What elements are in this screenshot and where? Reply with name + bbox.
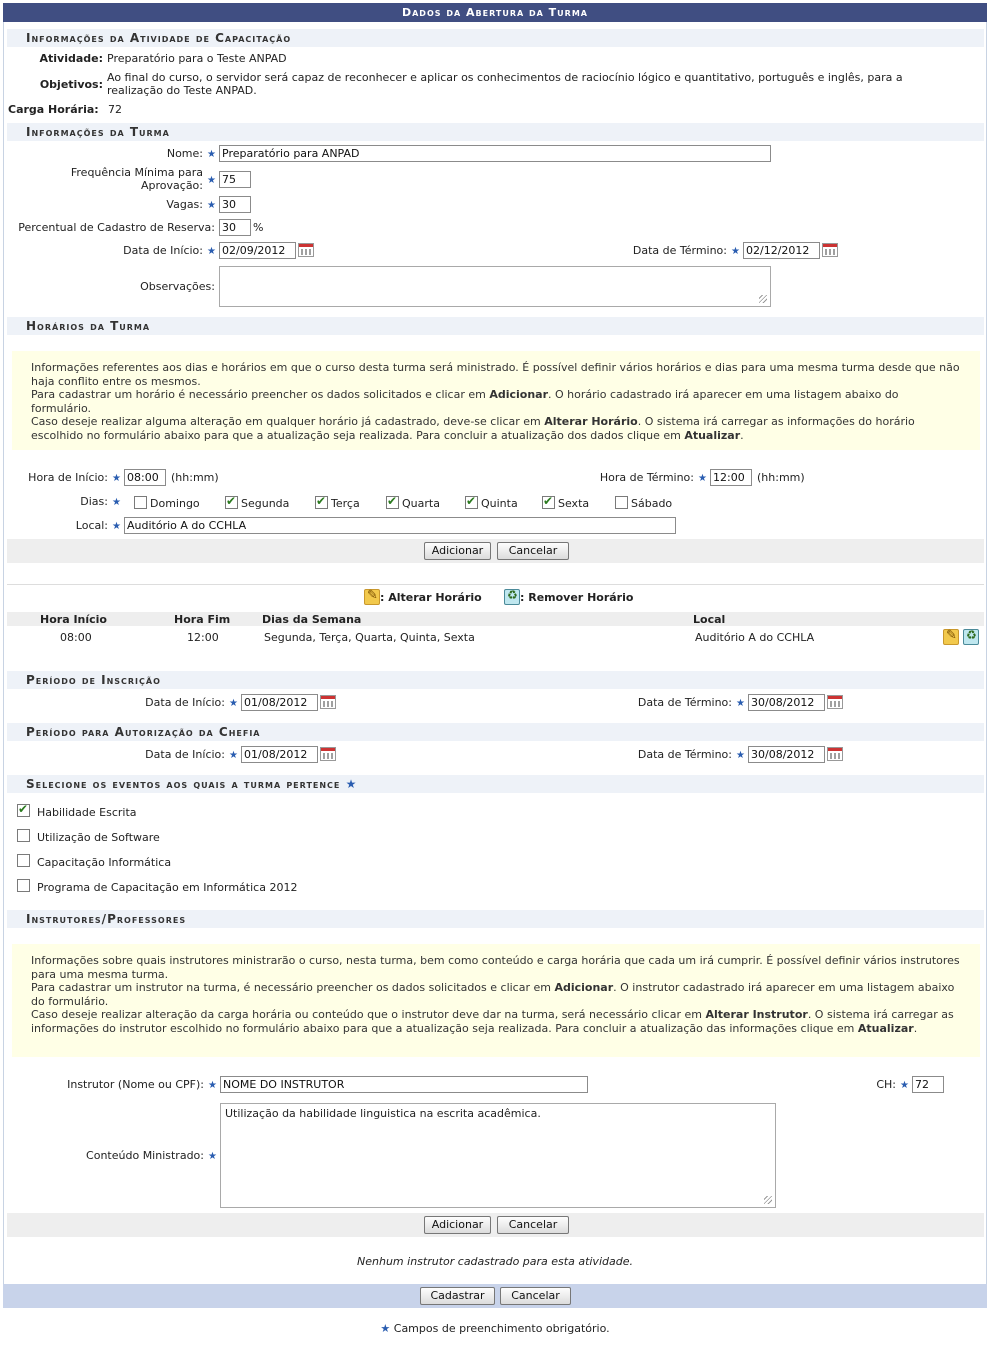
table-row-fim: 12:00	[187, 631, 219, 644]
chefia-inicio-input[interactable]: 01/08/2012	[241, 746, 318, 763]
section-instrutores-title: Instrutores/Professores	[7, 910, 984, 928]
obs-label: Observações:	[140, 280, 215, 293]
freq-label-1: Frequência Mínima para	[70, 166, 203, 179]
hora-inicio-label: Hora de Início:	[28, 471, 108, 484]
required-star-icon: ★	[207, 200, 216, 211]
section-turma-title: Informações da Turma	[7, 123, 984, 141]
col-hora-inicio: Hora Início	[40, 613, 107, 626]
hora-inicio-input[interactable]: 08:00	[124, 469, 166, 486]
conteudo-label: Conteúdo Ministrado:	[86, 1149, 204, 1162]
checkbox-sexta[interactable]	[542, 496, 555, 509]
vagas-label: Vagas:	[166, 198, 203, 211]
vagas-input[interactable]: 30	[219, 196, 251, 213]
chefia-termino-input[interactable]: 30/08/2012	[748, 746, 825, 763]
dia-label-sabado: Sábado	[631, 497, 673, 510]
dia-label-quarta: Quarta	[402, 497, 440, 510]
horarios-info-box	[12, 351, 980, 450]
turma-inicio-input[interactable]: 02/09/2012	[219, 242, 296, 259]
required-star-icon: ★	[698, 473, 707, 484]
footer-cancelar-button[interactable]: Cancelar	[500, 1287, 571, 1305]
atividade-label: Atividade:	[39, 52, 103, 65]
dia-label-quinta: Quinta	[481, 497, 518, 510]
dia-label-terca: Terça	[331, 497, 360, 510]
instrutores-adicionar-button[interactable]: Adicionar	[424, 1216, 491, 1234]
calendar-icon[interactable]	[822, 243, 838, 257]
inscricao-inicio-label: Data de Início:	[145, 696, 225, 709]
section-chefia-title: Período para Autorização da Chefia	[7, 723, 984, 741]
calendar-icon[interactable]	[320, 695, 336, 709]
checkbox-sabado[interactable]	[615, 496, 628, 509]
footer-button-bar	[3, 1284, 987, 1308]
section-atividade-title: Informações da Atividade de Capacitação	[7, 29, 984, 47]
turma-inicio-label: Data de Início:	[123, 244, 203, 257]
required-star-icon: ★	[380, 1322, 391, 1335]
legend-alterar: : Alterar Horário	[380, 591, 482, 604]
objetivos-value-line1: Ao final do curso, o servidor será capaz de reconhecer e aplicar os conhecimentos de raciocínio lógico e quantitativo, português e inglês, para a	[107, 71, 903, 84]
freq-input[interactable]: 75	[219, 171, 251, 188]
local-input[interactable]: Auditório A do CCHLA	[124, 517, 676, 534]
required-star-icon: ★	[229, 750, 238, 761]
inscricao-inicio-input[interactable]: 01/08/2012	[241, 694, 318, 711]
required-legend: ★ Campos de preenchimento obrigatório.	[380, 1322, 610, 1335]
form-caption: Dados da Abertura da Turma	[3, 3, 987, 22]
checkbox-quinta[interactable]	[465, 496, 478, 509]
required-star-icon: ★	[112, 473, 121, 484]
chefia-inicio-label: Data de Início:	[145, 748, 225, 761]
remove-trash-icon	[504, 589, 520, 605]
checkbox-domingo[interactable]	[134, 496, 147, 509]
edit-pencil-icon	[364, 589, 380, 605]
col-dias: Dias da Semana	[262, 613, 362, 626]
required-star-icon: ★	[736, 698, 745, 709]
dia-label-domingo: Domingo	[150, 497, 200, 510]
checkbox-evento-utilizacao-software[interactable]	[17, 829, 30, 842]
dia-label-segunda: Segunda	[241, 497, 290, 510]
carga-label: Carga Horária:	[8, 103, 99, 116]
conteudo-textarea[interactable]	[220, 1103, 776, 1208]
hora-termino-label: Hora de Término:	[599, 471, 694, 484]
required-star-icon: ★	[112, 521, 121, 532]
instrutor-input[interactable]: NOME DO INSTRUTOR	[220, 1076, 588, 1093]
evento-label: Capacitação Informática	[37, 856, 172, 869]
inscricao-termino-label: Data de Término:	[637, 696, 732, 709]
divider	[7, 584, 984, 585]
resize-grip-icon[interactable]	[759, 295, 767, 303]
local-label: Local:	[75, 519, 108, 532]
hora-inicio-hint: (hh:mm)	[171, 471, 219, 484]
evento-label: Programa de Capacitação em Informática 2012	[37, 881, 298, 894]
atividade-value: Preparatório para o Teste ANPAD	[107, 52, 287, 65]
legend-remover: : Remover Horário	[520, 591, 634, 604]
reserva-input[interactable]: 30	[219, 219, 251, 236]
horarios-info-p3: Caso deseje realizar alguma alteração em qualquer horário já cadastrado, deve-se clicar em Alterar Horário. O sistema irá carregar as informações do horário escolhido no formulário abaixo para que a atualização seja realizada. Para concluir a atualização dos dados clique em Atualizar.	[31, 415, 915, 442]
horarios-info-p2: Para cadastrar um horário é necessário preencher os dados solicitados e clicar em Adicionar. O horário cadastrado irá aparecer em uma listagem abaixo do formulário.	[31, 388, 899, 415]
table-row-dias: Segunda, Terça, Quarta, Quinta, Sexta	[264, 631, 475, 644]
instrutores-button-bar	[7, 1213, 984, 1237]
required-star-icon: ★	[112, 497, 121, 508]
turma-termino-label: Data de Término:	[632, 244, 727, 257]
table-row-inicio: 08:00	[60, 631, 92, 644]
required-star-icon: ★	[900, 1080, 909, 1091]
reserva-label: Percentual de Cadastro de Reserva:	[18, 221, 215, 234]
instrutores-info-p1: Informações sobre quais instrutores ministrarão o curso, nesta turma, bem como conteúdo e carga horária que cada um irá cumprir. É possível definir vários instrutores para uma mesma turma.	[31, 954, 960, 981]
objetivos-value-line2: realização do Teste ANPAD.	[107, 84, 257, 97]
objetivos-label: Objetivos:	[39, 78, 103, 91]
section-eventos-title: Selecione os eventos aos quais a turma pertence ★	[7, 775, 984, 793]
table-row-local: Auditório A do CCHLA	[695, 631, 815, 644]
section-horarios-title: Horários da Turma	[7, 317, 984, 335]
conteudo-value: Utilização da habilidade linguistica na escrita acadêmica.	[225, 1107, 541, 1120]
instrutores-info-box	[12, 944, 980, 1057]
calendar-icon[interactable]	[298, 243, 314, 257]
required-star-icon: ★	[208, 1151, 217, 1162]
evento-label: Habilidade Escrita	[37, 806, 137, 819]
horarios-table-header	[7, 612, 984, 626]
required-star-icon: ★	[731, 246, 740, 257]
instrutores-info-p2: Para cadastrar um instrutor na turma, é necessário preencher os dados solicitados e clicar em Adicionar. O instrutor cadastrado irá aparecer em uma listagem abaixo do formulário.	[31, 981, 955, 1008]
checkbox-terca[interactable]	[315, 496, 328, 509]
checkbox-evento-capacitacao-informatica[interactable]	[17, 854, 30, 867]
required-star-icon: ★	[229, 698, 238, 709]
horarios-button-bar	[7, 539, 984, 563]
required-star-icon: ★	[207, 246, 216, 257]
required-star-icon: ★	[736, 750, 745, 761]
required-star-icon: ★	[345, 777, 358, 791]
instrutores-info-p3: Caso deseje realizar alteração da carga horária ou conteúdo que o instrutor deve dar na turma, será necessário clicar em Alterar Instrutor. O sistema irá carregar as informações do instrutor escolhido no formulário abaixo para que a atualização seja realizada. Para concluir a atualização das informações clique em Atualizar.	[31, 1008, 954, 1035]
freq-label-2: Aprovação:	[141, 179, 203, 192]
checkbox-evento-programa-2012[interactable]	[17, 879, 30, 892]
col-local: Local	[693, 613, 726, 626]
checkbox-evento-habilidade-escrita[interactable]	[17, 804, 30, 817]
calendar-icon[interactable]	[827, 695, 843, 709]
required-star-icon: ★	[207, 149, 216, 160]
col-hora-fim: Hora Fim	[174, 613, 231, 626]
chefia-termino-label: Data de Término:	[637, 748, 732, 761]
instrutores-cancelar-button[interactable]: Cancelar	[497, 1216, 569, 1234]
cadastrar-button[interactable]: Cadastrar	[420, 1287, 495, 1305]
nome-input[interactable]: Preparatório para ANPAD	[219, 145, 771, 162]
dias-label: Dias:	[80, 495, 108, 508]
calendar-icon[interactable]	[320, 747, 336, 761]
evento-label: Utilização de Software	[37, 831, 160, 844]
edit-pencil-icon[interactable]	[943, 629, 959, 645]
dia-label-sexta: Sexta	[558, 497, 590, 510]
required-star-icon: ★	[208, 1080, 217, 1091]
reserva-unit: %	[253, 221, 264, 234]
turma-termino-input[interactable]: 02/12/2012	[743, 242, 820, 259]
required-star-icon: ★	[207, 175, 216, 186]
obs-textarea[interactable]	[219, 266, 771, 307]
resize-grip-icon[interactable]	[764, 1196, 772, 1204]
calendar-icon[interactable]	[827, 747, 843, 761]
hora-termino-hint: (hh:mm)	[757, 471, 805, 484]
instrutores-empty-message: Nenhum instrutor cadastrado para esta atividade.	[357, 1255, 633, 1268]
horarios-info-p1: Informações referentes aos dias e horários em que o curso desta turma será ministrado. É possível definir vários horários e dias para uma mesma turma desde que não haja conflito entre os mesmos.	[31, 361, 960, 388]
checkbox-segunda[interactable]	[225, 496, 238, 509]
remove-trash-icon[interactable]	[963, 629, 979, 645]
inscricao-termino-input[interactable]: 30/08/2012	[748, 694, 825, 711]
ch-input[interactable]: 72	[912, 1076, 944, 1093]
checkbox-quarta[interactable]	[386, 496, 399, 509]
ch-label: CH:	[876, 1078, 896, 1091]
section-inscricao-title: Período de Inscrição	[7, 671, 984, 689]
hora-termino-input[interactable]: 12:00	[710, 469, 752, 486]
horarios-adicionar-button[interactable]: Adicionar	[424, 542, 491, 560]
carga-value: 72	[108, 103, 122, 116]
nome-label: Nome:	[166, 147, 203, 160]
horarios-cancelar-button[interactable]: Cancelar	[497, 542, 569, 560]
instrutor-label: Instrutor (Nome ou CPF):	[67, 1078, 204, 1091]
